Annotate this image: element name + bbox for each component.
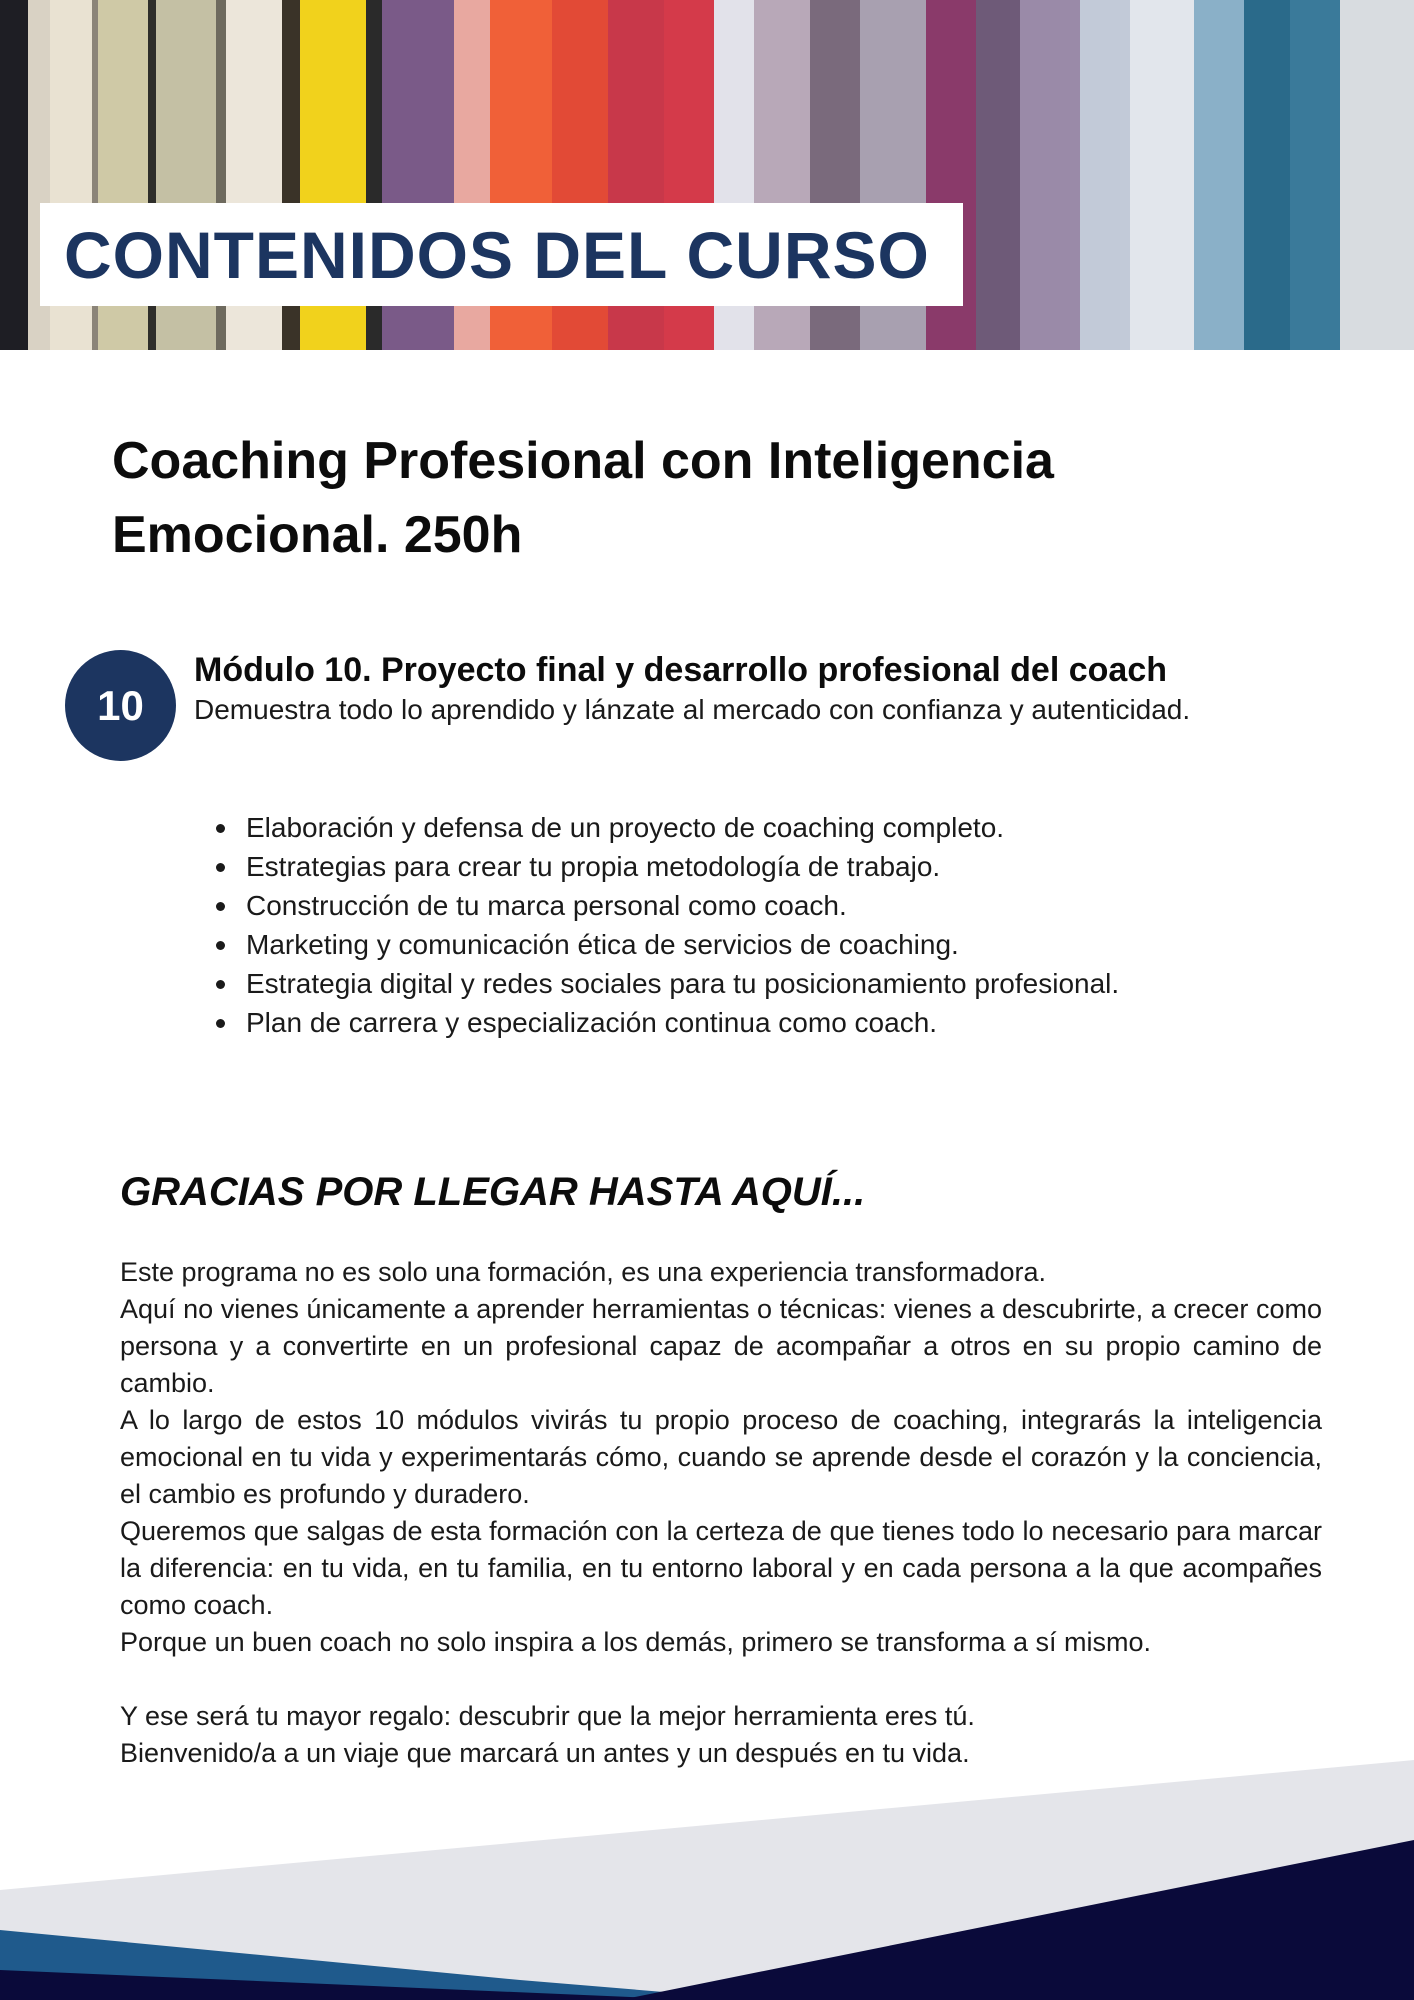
list-item: Estrategia digital y redes sociales para tu posicionamiento profesional. bbox=[194, 964, 1374, 1003]
list-item: Marketing y comunicación ética de servicios de coaching. bbox=[194, 925, 1374, 964]
footer-decoration bbox=[0, 1740, 1414, 2000]
paragraph: Y ese será tu mayor regalo: descubrir que la mejor herramienta eres tú. bbox=[120, 1701, 975, 1731]
list-item: Plan de carrera y especialización continua como coach. bbox=[194, 1003, 1374, 1042]
paragraph: Queremos que salgas de esta formación con la certeza de que tienes todo lo necesario para marcar la diferencia: en tu vida, en tu familia, en tu entorno laboral y en cada persona a la que acompañes como coach. bbox=[120, 1516, 1322, 1620]
list-item: Elaboración y defensa de un proyecto de coaching completo. bbox=[194, 808, 1374, 847]
course-title: Coaching Profesional con Inteligencia Emocional. 250h bbox=[112, 432, 1054, 564]
thanks-heading: GRACIAS POR LLEGAR HASTA AQUÍ... bbox=[120, 1170, 866, 1214]
spacer bbox=[120, 1661, 1322, 1698]
module-number-badge: 10 bbox=[65, 650, 176, 761]
module-topic-list bbox=[194, 808, 1374, 1042]
module-intro: Demuestra todo lo aprendido y lánzate al mercado con confianza y autenticidad. bbox=[194, 694, 1191, 725]
banner-title: CONTENIDOS DEL CURSO bbox=[64, 218, 930, 292]
paragraph: Bienvenido/a a un viaje que marcará un antes y un después en tu vida. bbox=[120, 1738, 970, 1768]
thanks-body bbox=[120, 1254, 1322, 1772]
paragraph: A lo largo de estos 10 módulos vivirás tu propio proceso de coaching, integrarás la inteligencia emocional en tu vida y experimentarás cómo, cuando se aprende desde el corazón y la conciencia, el cambio es profundo y duradero. bbox=[120, 1405, 1322, 1509]
module-title: Módulo 10. Proyecto final y desarrollo profesional del coach bbox=[194, 651, 1168, 689]
list-item: Construcción de tu marca personal como coach. bbox=[194, 886, 1374, 925]
paragraph: Aquí no vienes únicamente a aprender herramientas o técnicas: vienes a descubrirte, a crecer como persona y a convertirte en un profesional capaz de acompañar a otros en su propio camino de cambio. bbox=[120, 1294, 1322, 1398]
paragraph: Este programa no es solo una formación, es una experiencia transformadora. bbox=[120, 1257, 1047, 1287]
paragraph: Porque un buen coach no solo inspira a los demás, primero se transforma a sí mismo. bbox=[120, 1627, 1151, 1657]
list-item: Estrategias para crear tu propia metodología de trabajo. bbox=[194, 847, 1374, 886]
